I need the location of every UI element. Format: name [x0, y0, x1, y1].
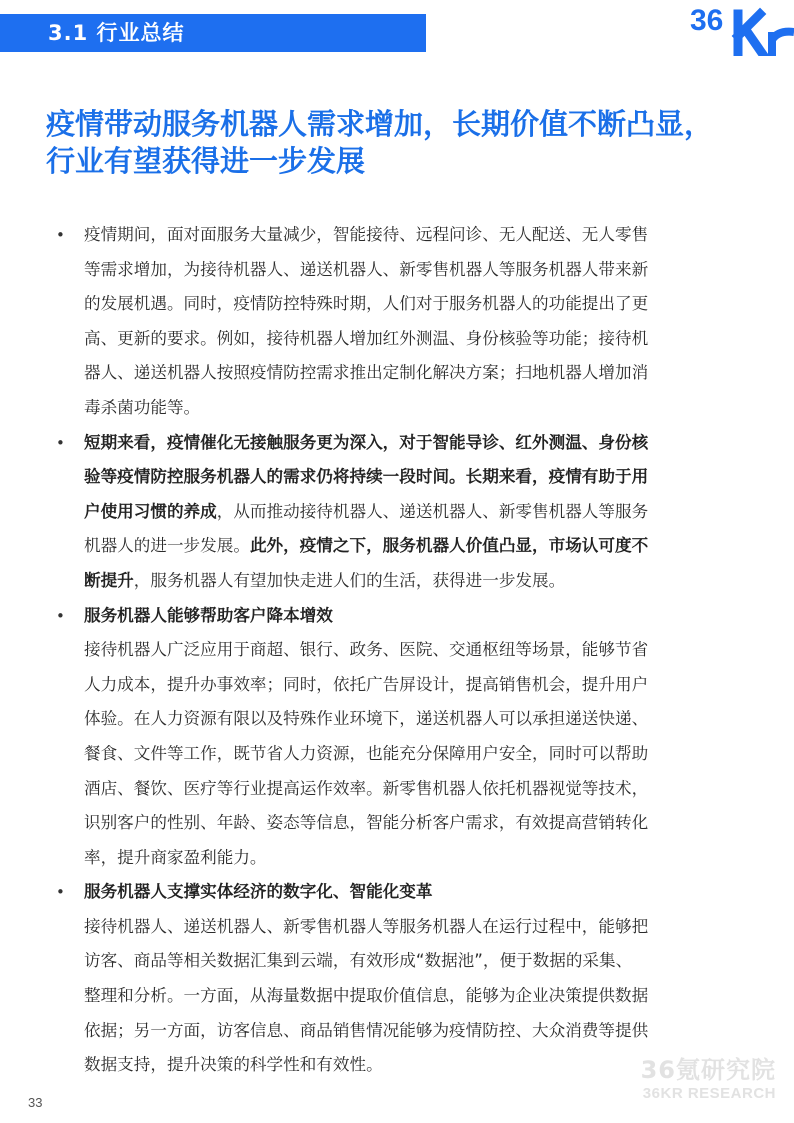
bold-text: 服务机器人能够帮助客户降本增效: [84, 605, 333, 625]
paragraph-line: 的发展机遇。同时，疫情防控特殊时期，人们对于服务机器人的功能提出了更: [84, 294, 649, 314]
headline-line-2: 行业有望获得进一步发展: [46, 144, 366, 178]
paragraph-line: [84, 529, 744, 564]
logo-text: 36: [690, 4, 724, 37]
paragraph-line: 访客、商品等相关数据汇集到云端，有效形成“数据池”，便于数据的采集、: [84, 951, 633, 971]
bullet-item-pandemic-demand: [54, 218, 744, 426]
paragraph-line: 餐食、文件等工作，既节省人力资源，也能充分保障用户安全，同时可以帮助: [84, 743, 649, 763]
paragraph-line: 率，提升商家盈利能力。: [84, 847, 267, 867]
paragraph-line: [84, 495, 744, 530]
paragraph-line: 毒杀菌功能等。: [84, 397, 201, 417]
paragraph-line: 依据；另一方面，访客信息、商品销售情况能够为疫情防控、大众消费等提供: [84, 1020, 649, 1040]
bold-text: 此外，疫情之下，服务机器人价值凸显，市场认可度不: [249, 536, 649, 556]
bold-text: 户使用习惯的养成: [84, 501, 217, 521]
section-header-bar: [0, 14, 426, 52]
paragraph-line: [84, 564, 744, 599]
watermark-en: 36KR RESEARCH: [642, 1085, 776, 1102]
bullet-list: [54, 218, 744, 1083]
plain-text: 机器人的进一步发展。: [84, 536, 250, 556]
36kr-logo: [690, 0, 794, 56]
watermark-cn: 36氪研究院: [640, 1056, 776, 1084]
section-title: 3.1 行业总结: [48, 21, 185, 45]
page-headline: [46, 106, 786, 180]
paragraph-line: 整理和分析。一方面，从海量数据中提取价值信息，能够为企业决策提供数据: [84, 986, 649, 1006]
bullet-marker: •: [56, 433, 65, 452]
bullet-marker: •: [56, 226, 65, 244]
bullet-item-short-long-term: [54, 426, 744, 599]
bullet-item-digital-transformation: [54, 875, 744, 1083]
bullet-item-cost-efficiency: [54, 599, 744, 876]
paragraph-line: 高、更新的要求。例如，接待机器人增加红外测温、身份核验等功能；接待机: [84, 328, 649, 348]
paragraph-line: [84, 460, 744, 495]
paragraph-line: [84, 426, 744, 461]
bullet-marker: •: [56, 883, 65, 902]
paragraph-line: 识别客户的性别、年龄、姿态等信息，智能分析客户需求，有效提高营销转化: [84, 813, 649, 833]
paragraph-line: 体验。在人力资源有限以及特殊作业环境下，递送机器人可以承担递送快递、: [84, 709, 649, 729]
bullet-marker: •: [56, 606, 65, 625]
bold-text: 服务机器人支撑实体经济的数字化、智能化变革: [84, 882, 433, 902]
paragraph-line: 接待机器人、递送机器人、新零售机器人等服务机器人在运行过程中，能够把: [84, 916, 649, 936]
paragraph-line: 酒店、餐饮、医疗等行业提高运作效率。新零售机器人依托机器视觉等技术，: [84, 778, 649, 798]
page-number: 33: [28, 1095, 43, 1110]
paragraph-line: 接待机器人广泛应用于商超、银行、政务、医院、交通枢纽等场景，能够节省: [84, 640, 649, 660]
plain-text: ，服务机器人有望加快走进人们的生活，获得进一步发展。: [133, 570, 566, 590]
paragraph-line: 器人、递送机器人按照疫情防控需求推出定制化解决方案；扫地机器人增加消: [84, 363, 649, 383]
paragraph-line: 等需求增加，为接待机器人、递送机器人、新零售机器人等服务机器人带来新: [84, 259, 649, 279]
headline-line-1: 疫情带动服务机器人需求增加，长期价值不断凸显，: [46, 107, 714, 141]
bold-text: 短期来看，疫情催化无接触服务更为深入，对于智能导诊、红外测温、身份核: [84, 432, 649, 452]
bullet-title: [84, 875, 744, 910]
bullet-title: [84, 599, 744, 634]
bold-text: 验等疫情防控服务机器人的需求仍将持续一段时间。长期来看，疫情有助于用: [84, 467, 649, 487]
paragraph-line: 人力成本，提升办事效率；同时，依托广告屏设计，提高销售机会，提升用户: [84, 674, 649, 694]
plain-text: ，从而推动接待机器人、递送机器人、新零售机器人等服务: [216, 501, 649, 521]
research-watermark: [600, 1055, 776, 1103]
bold-text: 断提升: [84, 570, 134, 590]
paragraph-line: 疫情期间，面对面服务大量减少，智能接待、远程问诊、无人配送、无人零售: [84, 225, 649, 244]
paragraph-line: 数据支持，提升决策的科学性和有效性。: [84, 1055, 383, 1075]
